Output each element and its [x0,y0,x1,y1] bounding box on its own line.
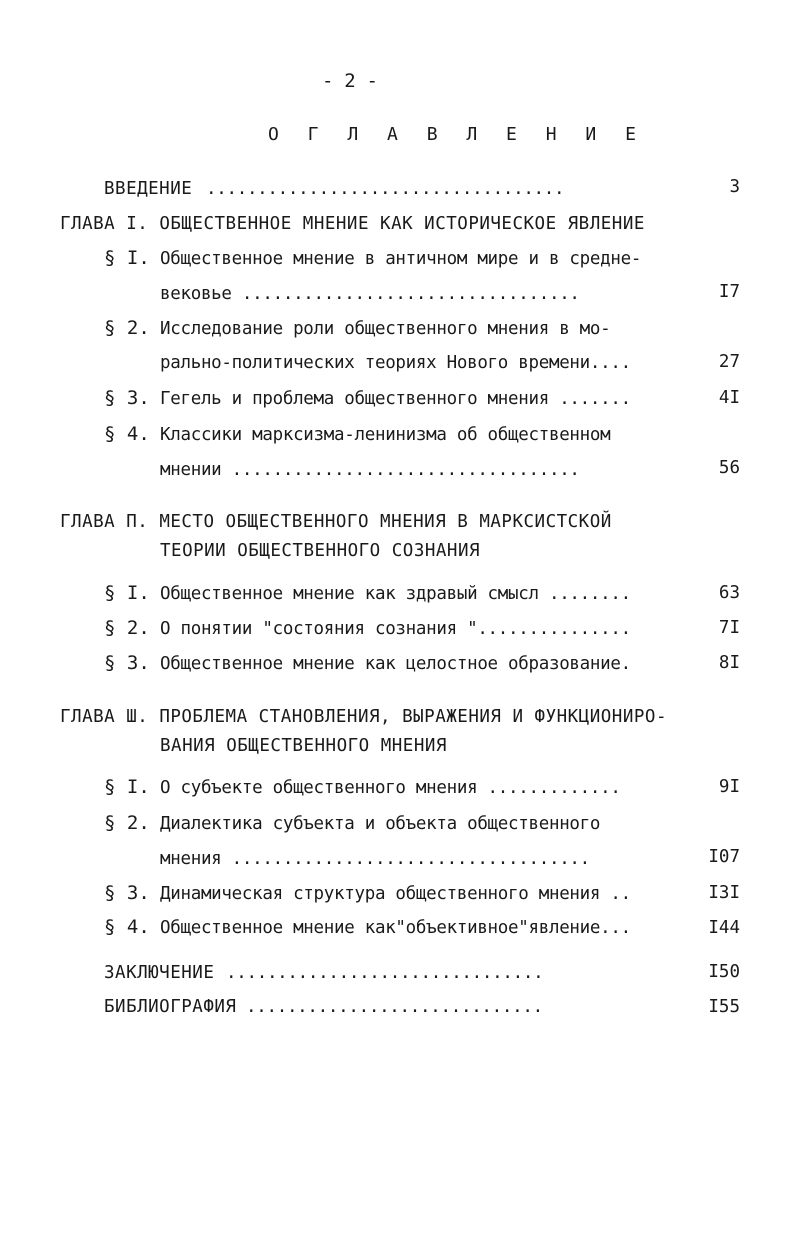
ch2-s2-page: 7I [718,618,740,638]
ch2-s1-line1: Общественное мнение как здравый смысл ........ [160,584,631,604]
ch3-s4-line1: Общественное мнение как"объективное"явление... [160,918,631,938]
ch1-s3-page: 4I [718,388,740,408]
ch3-s3-page: I3I [708,883,740,903]
ch2-s2-mark: § 2. [104,617,150,639]
ch1-s1-line2: вековье ................................. [160,284,580,304]
ch1-s3-line1: Гегель и проблема общественного мнения ....... [160,389,631,409]
toc-intro-label: ВВЕДЕНИЕ [104,179,193,199]
page-number: - 2 - [322,70,378,92]
toc-bibliography-dots: ............................. [246,997,543,1017]
chapter2-title-line2: ТЕОРИИ ОБЩЕСТВЕННОГО СОЗНАНИЯ [160,541,481,561]
ch2-s1-mark: § I. [104,582,150,604]
chapter3-title-line2: ВАНИЯ ОБЩЕСТВЕННОГО МНЕНИЯ [160,736,447,756]
ch1-s4-line1: Классики марксизма-ленинизма об общественном [160,425,611,445]
toc-bibliography-label: БИБЛИОГРАФИЯ [104,997,237,1017]
ch3-s1-line1: О субъекте общественного мнения ............. [160,778,621,798]
ch3-s3-mark: § 3. [104,882,150,904]
ch2-s3-page: 8I [718,653,740,673]
ch2-s2-line1: О понятии "состояния сознания "............... [160,619,631,639]
toc-conclusion-dots: ............................... [226,963,544,983]
ch1-s4-line2: мнении .................................. [160,460,580,480]
ch1-s2-mark: § 2. [104,317,150,339]
ch3-s1-page: 9I [718,777,740,797]
toc-bibliography-page: I55 [708,997,740,1017]
ch1-s4-mark: § 4. [104,423,150,445]
ch3-s2-page: I07 [708,847,740,867]
chapter2-title-line1: ГЛАВА П. МЕСТО ОБЩЕСТВЕННОГО МНЕНИЯ В МАРКСИСТСКОЙ [60,512,612,532]
toc-intro-dots: ................................... [206,179,565,199]
ch1-s2-line2: рально-политических теориях Нового времени.... [160,353,631,373]
ch1-s1-page: I7 [718,282,740,302]
ch2-s3-mark: § 3. [104,652,150,674]
toc-intro-page: 3 [729,177,740,197]
toc-conclusion-label: ЗАКЛЮЧЕНИЕ [104,963,215,983]
page-title: О Г Л А В Л Е Н И Е [268,124,645,145]
ch1-s4-page: 56 [718,458,740,478]
ch1-s2-line1: Исследование роли общественного мнения в мо- [160,319,611,339]
ch3-s2-line1: Диалектика субъекта и объекта общественного [160,814,601,834]
chapter1-title: ГЛАВА I. ОБЩЕСТВЕННОЕ МНЕНИЕ КАК ИСТОРИЧЕСКОЕ ЯВЛЕНИЕ [60,214,645,234]
ch2-s3-line1: Общественное мнение как целостное образование. [160,654,631,674]
ch3-s4-mark: § 4. [104,916,150,938]
ch3-s2-mark: § 2. [104,812,150,834]
ch1-s2-page: 27 [718,352,740,372]
toc-conclusion-page: I50 [708,962,740,982]
ch1-s3-mark: § 3. [104,387,150,409]
ch1-s1-line1: Общественное мнение в античном мире и в средне- [160,249,642,269]
ch2-s1-page: 63 [718,583,740,603]
ch3-s4-page: I44 [708,918,740,938]
ch1-s1-mark: § I. [104,247,150,269]
ch3-s3-line1: Динамическая структура общественного мнения .. [160,884,631,904]
ch3-s1-mark: § I. [104,776,150,798]
ch3-s2-line2: мнения ................................... [160,849,590,869]
chapter3-title-line1: ГЛАВА Ш. ПРОБЛЕМА СТАНОВЛЕНИЯ, ВЫРАЖЕНИЯ И ФУНКЦИОНИРО- [60,707,667,727]
